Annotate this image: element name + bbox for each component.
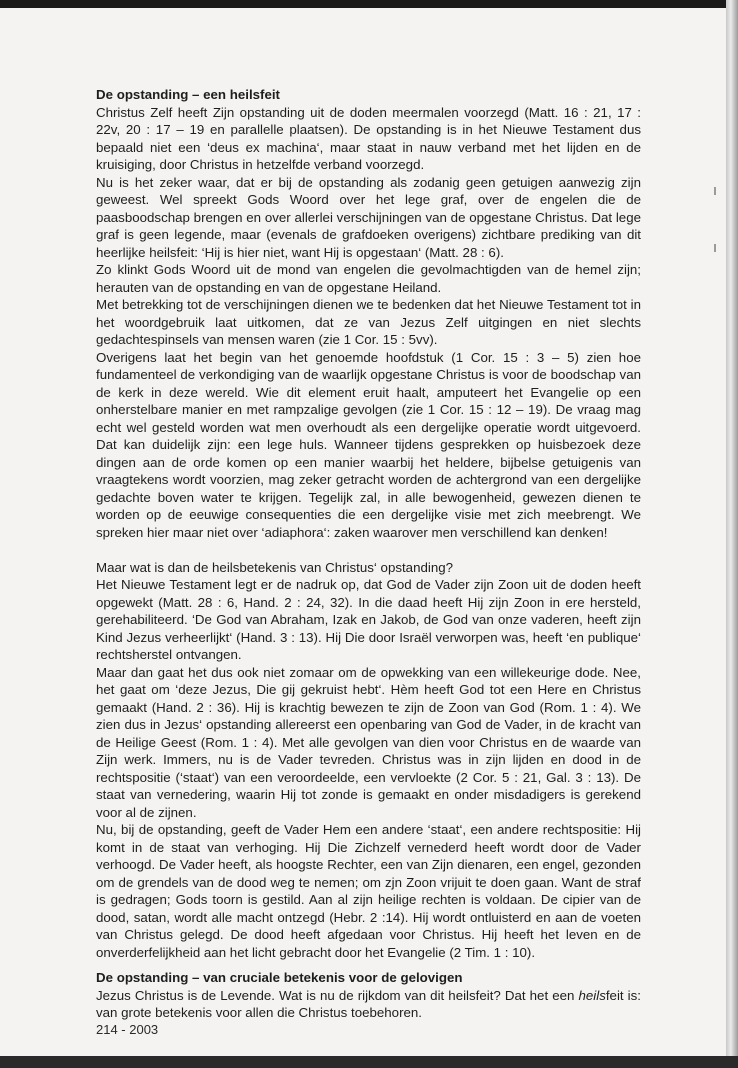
scan-bottom-edge <box>0 1056 738 1068</box>
paragraph: Nu is het zeker waar, dat er bij de opstanding als zodanig geen getuigen aanwezig zijn geweest. Wel spreekt Gods Woord over het lege graf, over de engelen die de paasboodschap brengen en over allerlei verschijningen van de opgestane Christus. Dat lege graf is geen legende, maar (evenals de grafdoeken overigens) zichtbare prediking van dit heerlijke heilsfeit: ‘Hij is hier niet, want Hij is opgestaan‘ (Matt. 28 : 6). <box>96 174 641 260</box>
paragraph: Nu, bij de opstanding, geeft de Vader Hem een andere ‘staat‘, een andere rechtspositie: Hij komt in de staat van verhoging. Hij Die Zichzelf vernederd heeft wordt door de Vader verhoogd. De Vader heeft, als hoogste Rechter, een van Zijn dienaren, een engel, gezonden om de grendels van de dood weg te nemen; om zjn Zoon vrijuit te doen gaan. Want de straf is gedragen; Gods toorn is gestild. Aan al zijn heilige rechten is voldaan. De cipier van de dood, satan, wordt alle macht ontzegd (Hebr. 2 :14). Hij wordt ontluisterd en aan de voeten van Christus gelegd. De dood heeft afgedaan voor Christus. Hij heeft het leven en de onverderfelijkheid aan het licht gebracht door het Evangelie (2 Tim. 1 : 10). <box>96 822 641 960</box>
margin-mark <box>714 244 716 252</box>
section-heading-gelovigen: De opstanding – van cruciale betekenis voor de gelovigen <box>96 970 463 985</box>
text-run: feit is: van grote betekenis voor allen die Christus toebehoren. <box>96 987 641 1020</box>
paragraph-gap <box>96 961 641 969</box>
section-heading-heilsfeit: De opstanding – een heilsfeit <box>96 87 280 102</box>
paragraph-gap <box>96 541 641 559</box>
paragraph: Christus Zelf heeft Zijn opstanding uit de doden meermalen voorzegd (Matt. 16 : 21, 17 : 22v, 20 : 17 – 19 en parallelle plaatsen). De opstanding is in het Nieuwe Testament dus bepaald niet een ‘deus ex machina‘, maar staat in nauw verband met het lijden en de kruisiging, door Christus in hetzelfde verband voorzegd. <box>96 104 641 172</box>
margin-mark <box>714 187 716 195</box>
paragraph-question: Maar wat is dan de heilsbetekenis van Christus‘ opstanding? <box>96 559 454 575</box>
article-body <box>96 86 641 1022</box>
emphasis-text: heils <box>578 987 606 1003</box>
paragraph: Maar dan gaat het dus ook niet zomaar om de opwekking van een willekeurige dode. Nee, het gaat om ‘deze Jezus, Die gij gekruist hebt‘. Hèm heeft God tot een Here en Christus gemaakt (Hand. 2 : 36). Hij is krachtig bewezen te zijn de Zoon van God (Rom. 1 : 4). We zien dus in Jezus‘ opstanding allereerst een openbaring van God de Vader, in de kracht van de Heilige Geest (Rom. 1 : 4). Met alle gevolgen van dien voor Christus en de waarde van Zijn werk. Immers, nu is de Vader tevreden. Christus was in zijn lijden en dood in de rechtspositie (‘staat‘) van een veroordeelde, een vervloekte (2 Cor. 5 : 21, Gal. 3 : 13). De staat van vernedering, waarin Hij tot zonde is gemaakt en onder misdadigers is gerekend voor al de zijnen. <box>96 664 641 820</box>
text-run: Jezus Christus is de Levende. Wat is nu de rijkdom van dit heilsfeit? Dat het een <box>96 987 579 1003</box>
paragraph: Met betrekking tot de verschijningen dienen we te bedenken dat het Nieuwe Testament tot in het woordgebruik laat uitkomen, dat ze van Jezus Zelf uitgingen en niet slechts gedachtespinsels van mensen waren (zie 1 Cor. 15 : 5vv). <box>96 297 641 347</box>
paragraph: Overigens laat het begin van het genoemde hoofdstuk (1 Cor. 15 : 3 – 5) zien hoe fundamenteel de verkondiging van de waarlijk opgestane Christus is voor de boodschap van de kerk in deze wereld. Wie dit element eruit haalt, amputeert het Evangelie op een onherstelbare manier en met rampzalige gevolgen (zie 1 Cor. 15 : 12 – 19). De vraag mag echt wel gesteld worden wat men overhoudt als een dergelijke operatie wordt uitgevoerd. Dat kan duidelijk zijn: een lege huls. Wanneer tijdens gesprekken op huisbezoek deze dingen aan de orde komen op een manier waarbij het heldere, bijbelse getuigenis van vraagtekens wordt voorzien, mag zeker getracht worden de achtergrond van een dergelijke gedachte boven water te krijgen. Tegelijk zal, in alle bewogenheid, gewezen dienen te worden op de eeuwige consequenties die een dergelijke visie met zich meebrengt. We spreken hier maar niet over ‘adiaphora‘: zaken waarover men verschillend kan denken! <box>96 349 641 540</box>
paragraph: Het Nieuwe Testament legt er de nadruk op, dat God de Vader zijn Zoon uit de doden heeft opgewekt (Matt. 28 : 6, Hand. 2 : 24, 32). In die daad heeft Hij zijn Zoon in ere hersteld, gerehabiliteerd. ‘De God van Abraham, Izak en Jakob, de God van onze vaderen, heeft zijn Kind Jezus verheerlijkt‘ (Hand. 3 : 13). Hij Die door Israël verworpen was, heeft ‘en publique‘ rechtsherstel ontvangen. <box>96 577 641 662</box>
paragraph: Zo klinkt Gods Woord uit de mond van engelen die gevolmachtigden van de hemel zijn; herauten van de opstanding en van de opgestane Heiland. <box>96 262 641 295</box>
scan-right-edge <box>726 0 738 1068</box>
page-number: 214 - 2003 <box>96 1022 159 1037</box>
paragraph <box>96 987 641 1022</box>
